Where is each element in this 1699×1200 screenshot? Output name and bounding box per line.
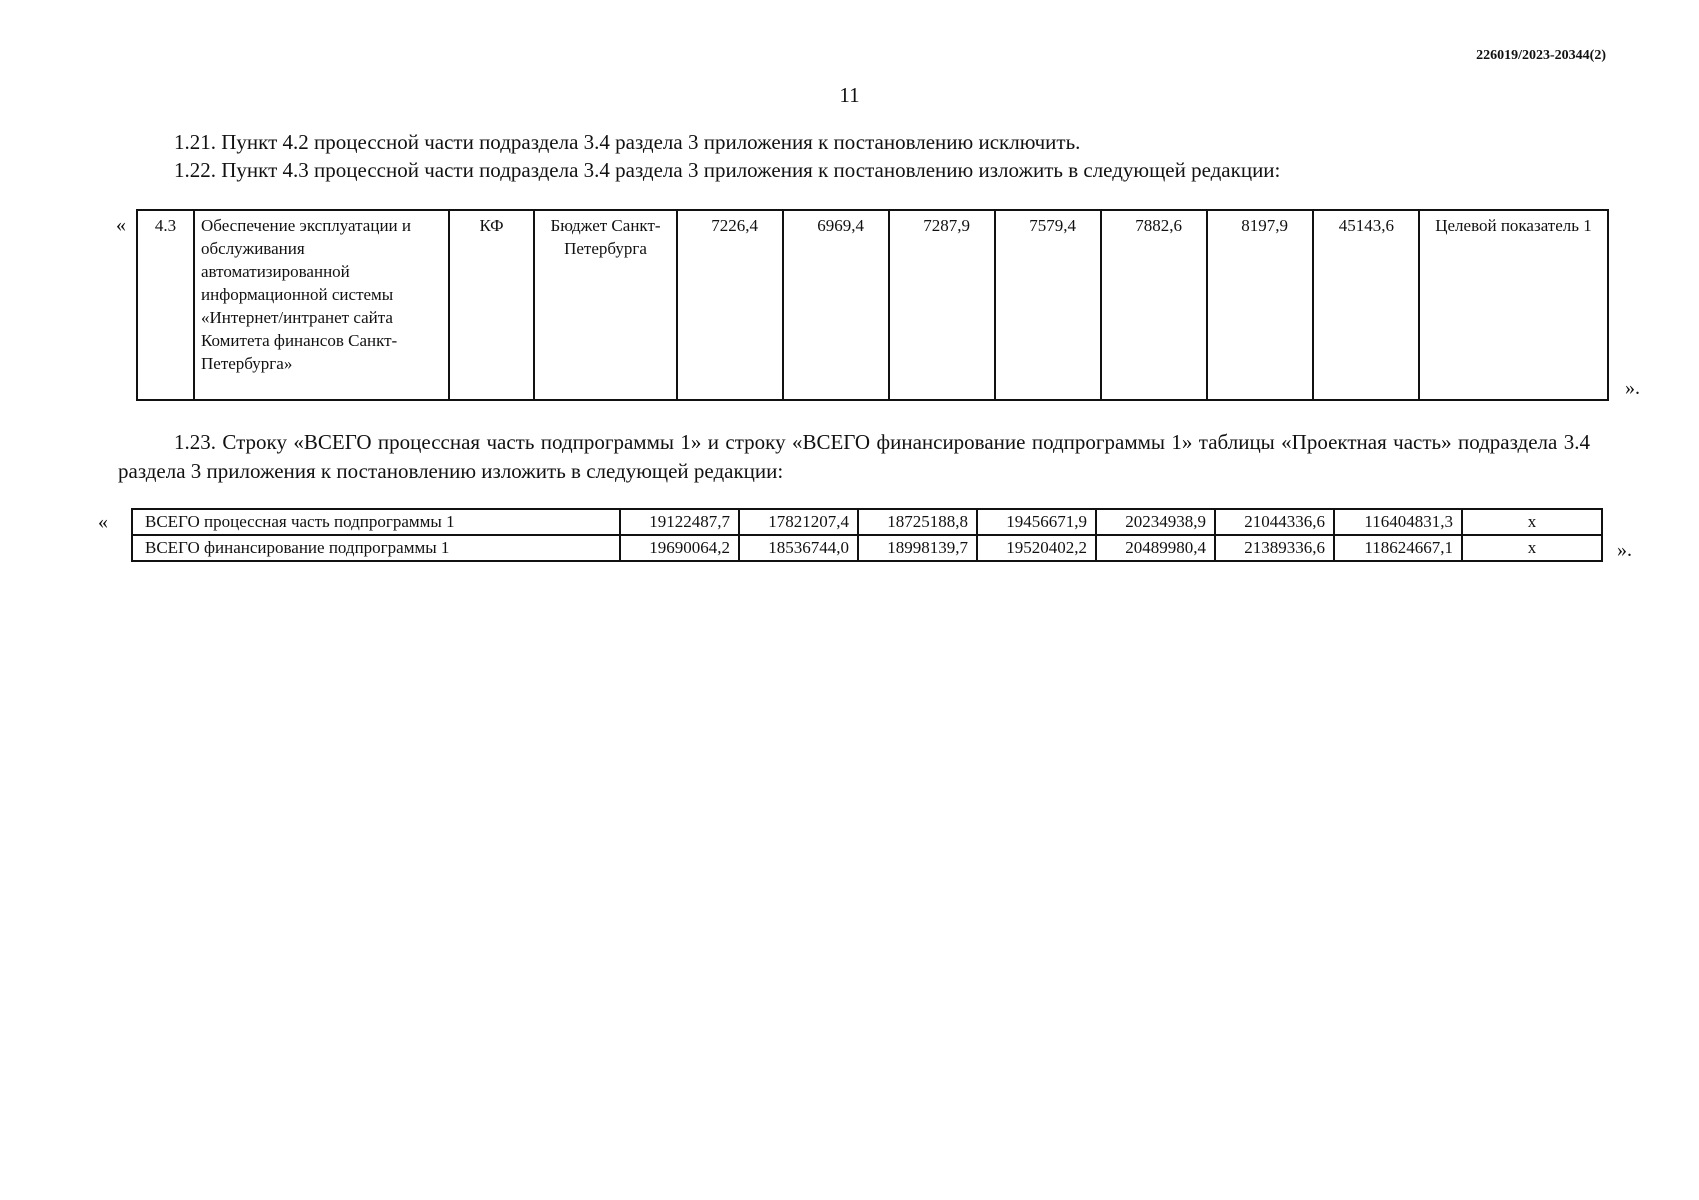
row-total: 116404831,3: [1334, 509, 1462, 535]
row-value: 19456671,9: [977, 509, 1096, 535]
row-value: 7287,9: [889, 210, 995, 400]
row-description: Обеспечение эксплуатации и обслуживания автоматизированной информационной системы «Интернет/интранет сайта Комитета финансов Санкт-Петербурга»: [194, 210, 449, 400]
opening-quote: «: [116, 214, 126, 236]
item-4-3-table: [136, 209, 1609, 401]
row-value: 20234938,9: [1096, 509, 1215, 535]
row-value: 21389336,6: [1215, 535, 1334, 561]
table-row: [132, 509, 1602, 535]
row-mark: x: [1462, 509, 1602, 535]
row-value: 19520402,2: [977, 535, 1096, 561]
row-number: 4.3: [137, 210, 194, 400]
row-value: 7226,4: [677, 210, 783, 400]
row-total: 118624667,1: [1334, 535, 1462, 561]
closing-quote: ».: [1617, 539, 1632, 561]
row-value: 18536744,0: [739, 535, 858, 561]
row-total: 45143,6: [1313, 210, 1419, 400]
document-id: 226019/2023-20344(2): [1476, 48, 1606, 63]
row-value: 8197,9: [1207, 210, 1313, 400]
row-label: ВСЕГО процессная часть подпрограммы 1: [132, 509, 620, 535]
row-value: 19690064,2: [620, 535, 739, 561]
row-value: 7579,4: [995, 210, 1101, 400]
row-value: 7882,6: [1101, 210, 1207, 400]
row-executor: КФ: [449, 210, 534, 400]
totals-table: [131, 508, 1603, 562]
row-value: 17821207,4: [739, 509, 858, 535]
page-number: 11: [839, 83, 860, 107]
table-row: [132, 535, 1602, 561]
opening-quote: «: [98, 511, 108, 533]
row-value: 20489980,4: [1096, 535, 1215, 561]
row-value: 6969,4: [783, 210, 889, 400]
row-mark: x: [1462, 535, 1602, 561]
item-1-22: 1.22. Пункт 4.3 процессной части подраздела 3.4 раздела 3 приложения к постановлению изложить в следующей редакции:: [174, 158, 1281, 182]
table-row: [137, 210, 1608, 400]
row-value: 18998139,7: [858, 535, 977, 561]
item-1-21: 1.21. Пункт 4.2 процессной части подраздела 3.4 раздела 3 приложения к постановлению исключить.: [174, 130, 1081, 154]
item-1-23: 1.23. Строку «ВСЕГО процессная часть подпрограммы 1» и строку «ВСЕГО финансирование подпрограммы 1» таблицы «Проектная часть» подраздела 3.4 раздела 3 приложения к постановлению изложить в следующей редакции:: [118, 430, 1590, 483]
closing-quote: ».: [1625, 377, 1640, 399]
row-funding-source: Бюджет Санкт-Петербурга: [534, 210, 677, 400]
row-indicator: Целевой показатель 1: [1419, 210, 1608, 400]
row-value: 21044336,6: [1215, 509, 1334, 535]
row-label: ВСЕГО финансирование подпрограммы 1: [132, 535, 620, 561]
row-value: 19122487,7: [620, 509, 739, 535]
row-value: 18725188,8: [858, 509, 977, 535]
